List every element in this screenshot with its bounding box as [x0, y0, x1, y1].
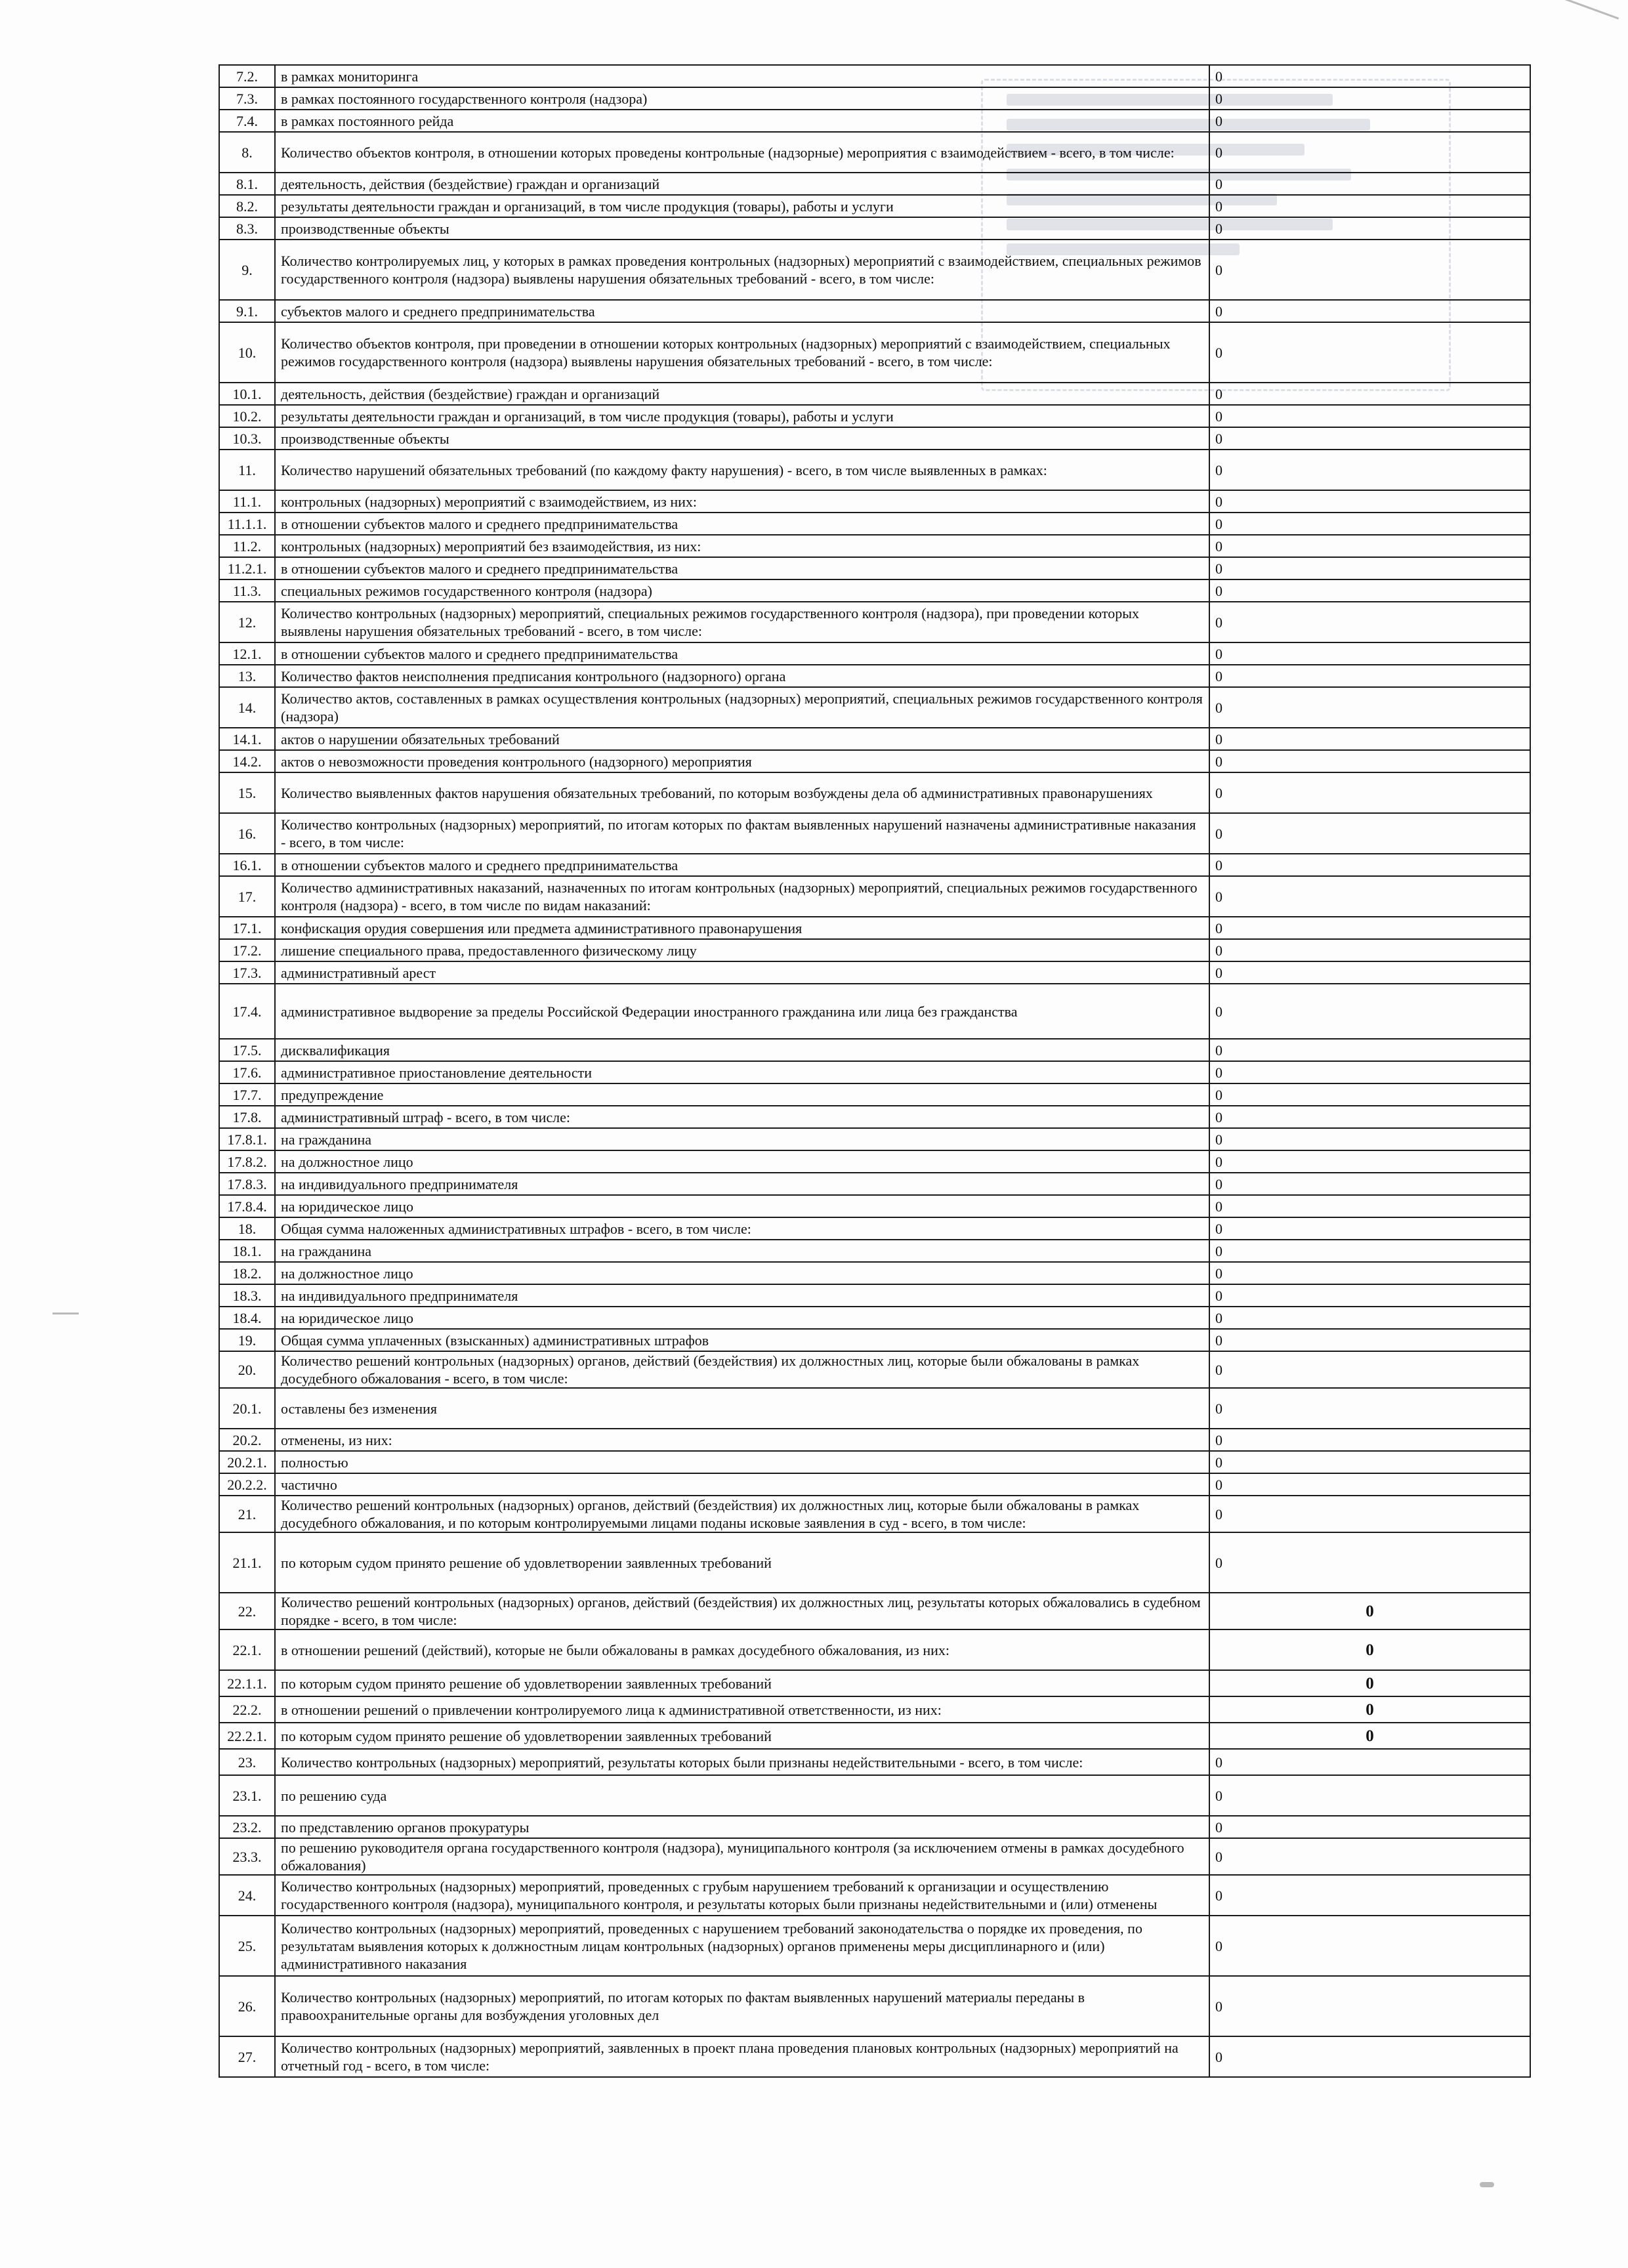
row-value: 0	[1209, 1217, 1530, 1240]
row-label: предупреждение	[275, 1083, 1209, 1106]
table-row	[219, 1351, 1530, 1388]
row-label: Общая сумма наложенных административных штрафов - всего, в том числе:	[275, 1217, 1209, 1240]
row-value: 0	[1209, 217, 1530, 240]
scan-mark-top-right	[1551, 0, 1619, 20]
table-row	[219, 665, 1530, 687]
row-value: 0	[1209, 1875, 1530, 1916]
row-number: 18.1.	[219, 1240, 275, 1262]
row-value: 0	[1209, 1061, 1530, 1083]
row-number: 10.2.	[219, 405, 275, 427]
row-value: 0	[1209, 1329, 1530, 1351]
row-number: 13.	[219, 665, 275, 687]
row-number: 8.	[219, 132, 275, 173]
table-row	[219, 939, 1530, 961]
row-value: 0	[1209, 1351, 1530, 1388]
row-number: 21.	[219, 1496, 275, 1532]
row-value: 0	[1209, 750, 1530, 772]
table-row	[219, 1532, 1530, 1593]
row-value: 0	[1209, 876, 1530, 917]
row-value: 0	[1209, 665, 1530, 687]
row-number: 17.8.3.	[219, 1173, 275, 1195]
row-number: 11.	[219, 450, 275, 490]
row-value: 0	[1209, 535, 1530, 557]
row-number: 17.4.	[219, 984, 275, 1039]
row-value: 0	[1209, 513, 1530, 535]
row-number: 22.2.	[219, 1696, 275, 1723]
row-label: Количество объектов контроля, при проведении в отношении которых контрольных (надзорных) мероприятий с взаимодействием, специальных режимов государственного контроля (надзора) выявлены нарушения обязательных требований - всего, в том числе:	[275, 322, 1209, 383]
table-row	[219, 1816, 1530, 1838]
row-value: 0	[1209, 1284, 1530, 1307]
row-number: 23.3.	[219, 1838, 275, 1875]
table-row	[219, 917, 1530, 939]
table-row	[219, 1083, 1530, 1106]
row-value: 0	[1209, 917, 1530, 939]
row-label: на индивидуального предпринимателя	[275, 1284, 1209, 1307]
row-label: полностью	[275, 1451, 1209, 1473]
row-number: 17.6.	[219, 1061, 275, 1083]
row-number: 11.2.	[219, 535, 275, 557]
table-row	[219, 1429, 1530, 1451]
table-row	[219, 1061, 1530, 1083]
row-value: 0	[1209, 490, 1530, 513]
row-value: 0	[1209, 1083, 1530, 1106]
row-label: по которым судом принято решение об удовлетворении заявленных требований	[275, 1532, 1209, 1593]
row-value: 0	[1209, 1039, 1530, 1061]
table-row	[219, 557, 1530, 579]
row-label: в отношении субъектов малого и среднего предпринимательства	[275, 854, 1209, 876]
row-number: 25.	[219, 1916, 275, 1976]
table-row	[219, 1307, 1530, 1329]
row-label: субъектов малого и среднего предпринимательства	[275, 300, 1209, 322]
table-row	[219, 1473, 1530, 1496]
row-label: административное приостановление деятельности	[275, 1061, 1209, 1083]
table-row	[219, 1195, 1530, 1217]
row-label: по представлению органов прокуратуры	[275, 1816, 1209, 1838]
table-row	[219, 1749, 1530, 1775]
row-label: отменены, из них:	[275, 1429, 1209, 1451]
row-label: актов о нарушении обязательных требований	[275, 728, 1209, 750]
row-number: 17.3.	[219, 961, 275, 984]
row-label: контрольных (надзорных) мероприятий с взаимодействием, из них:	[275, 490, 1209, 513]
row-value: 0	[1209, 1473, 1530, 1496]
row-number: 8.1.	[219, 173, 275, 195]
table-row	[219, 1388, 1530, 1429]
row-number: 20.2.1.	[219, 1451, 275, 1473]
table-row	[219, 854, 1530, 876]
row-label: по которым судом принято решение об удовлетворении заявленных требований	[275, 1670, 1209, 1696]
row-number: 10.3.	[219, 427, 275, 450]
row-number: 8.3.	[219, 217, 275, 240]
row-label: Количество административных наказаний, назначенных по итогам контрольных (надзорных) мероприятий, специальных режимов государственного контроля (надзора) - всего, в том числе по видам наказаний:	[275, 876, 1209, 917]
row-label: результаты деятельности граждан и организаций, в том числе продукция (товары), работы и услуги	[275, 195, 1209, 217]
row-number: 17.1.	[219, 917, 275, 939]
row-label: в отношении решений (действий), которые не были обжалованы в рамках досудебного обжалования, из них:	[275, 1629, 1209, 1670]
row-value: 0	[1209, 602, 1530, 642]
row-value: 0	[1209, 813, 1530, 854]
row-number: 20.2.	[219, 1429, 275, 1451]
row-value: 0	[1209, 687, 1530, 728]
row-label: административный арест	[275, 961, 1209, 984]
table-row	[219, 728, 1530, 750]
row-label: административное выдворение за пределы Российской Федерации иностранного гражданина или лица без гражданства	[275, 984, 1209, 1039]
row-number: 24.	[219, 1875, 275, 1916]
row-value: 0	[1209, 1696, 1530, 1723]
table-row	[219, 300, 1530, 322]
row-number: 10.	[219, 322, 275, 383]
row-label: деятельность, действия (бездействие) граждан и организаций	[275, 383, 1209, 405]
table-row	[219, 2036, 1530, 2077]
row-label: в отношении решений о привлечении контролируемого лица к административной ответственности, из них:	[275, 1696, 1209, 1723]
row-label: дисквалификация	[275, 1039, 1209, 1061]
row-label: Количество контрольных (надзорных) мероприятий, результаты которых были признаны недействительными - всего, в том числе:	[275, 1749, 1209, 1775]
row-label: результаты деятельности граждан и организаций, в том числе продукция (товары), работы и услуги	[275, 405, 1209, 427]
row-value: 0	[1209, 984, 1530, 1039]
table-row	[219, 1875, 1530, 1916]
table-row	[219, 1173, 1530, 1195]
row-label: специальных режимов государственного контроля (надзора)	[275, 579, 1209, 602]
table-row	[219, 1775, 1530, 1816]
row-number: 17.	[219, 876, 275, 917]
row-number: 22.1.	[219, 1629, 275, 1670]
table-row	[219, 813, 1530, 854]
row-value: 0	[1209, 87, 1530, 110]
row-number: 7.4.	[219, 110, 275, 132]
row-number: 17.8.1.	[219, 1128, 275, 1150]
row-label: конфискация орудия совершения или предмета административного правонарушения	[275, 917, 1209, 939]
row-number: 9.	[219, 240, 275, 300]
row-number: 16.1.	[219, 854, 275, 876]
row-number: 20.	[219, 1351, 275, 1388]
row-number: 11.1.	[219, 490, 275, 513]
row-value: 0	[1209, 65, 1530, 87]
table-row	[219, 1150, 1530, 1173]
row-value: 0	[1209, 450, 1530, 490]
row-number: 17.8.	[219, 1106, 275, 1128]
row-number: 23.1.	[219, 1775, 275, 1816]
row-value: 0	[1209, 1173, 1530, 1195]
row-number: 23.	[219, 1749, 275, 1775]
row-number: 17.2.	[219, 939, 275, 961]
table-row	[219, 642, 1530, 665]
table-row	[219, 750, 1530, 772]
table-row	[219, 602, 1530, 642]
table-row	[219, 961, 1530, 984]
table-row	[219, 1496, 1530, 1532]
row-number: 7.3.	[219, 87, 275, 110]
row-value: 0	[1209, 1195, 1530, 1217]
table-row	[219, 427, 1530, 450]
row-label: актов о невозможности проведения контрольного (надзорного) мероприятия	[275, 750, 1209, 772]
row-value: 0	[1209, 195, 1530, 217]
row-label: Количество контрольных (надзорных) мероприятий, проведенных с грубым нарушением требований к организации и осуществлению государственного контроля (надзора), муниципального контроля, и результаты которых были признаны недействительными и (или) отменены	[275, 1875, 1209, 1916]
row-number: 12.	[219, 602, 275, 642]
row-label: Количество контрольных (надзорных) мероприятий, специальных режимов государственного контроля (надзора), при проведении которых выявлены нарушения обязательных требований - всего, в том числе:	[275, 602, 1209, 642]
report-table-body	[219, 65, 1530, 2077]
row-number: 11.1.1.	[219, 513, 275, 535]
row-label: Количество решений контрольных (надзорных) органов, действий (бездействия) их должностных лиц, результаты которых обжаловались в судебном порядке - всего, в том числе:	[275, 1593, 1209, 1629]
row-label: Количество контролируемых лиц, у которых в рамках проведения контрольных (надзорных) мероприятий с взаимодействием, специальных режимов государственного контроля (надзора) выявлены нарушения обязательных требований - всего, в том числе:	[275, 240, 1209, 300]
row-value: 0	[1209, 1128, 1530, 1150]
row-value: 0	[1209, 132, 1530, 173]
row-value: 0	[1209, 300, 1530, 322]
table-row	[219, 687, 1530, 728]
table-row	[219, 65, 1530, 87]
row-label: Количество контрольных (надзорных) мероприятий, по итогам которых по фактам выявленных нарушений назначены административные наказания - всего, в том числе:	[275, 813, 1209, 854]
row-value: 0	[1209, 1775, 1530, 1816]
row-label: по которым судом принято решение об удовлетворении заявленных требований	[275, 1723, 1209, 1749]
row-number: 12.1.	[219, 642, 275, 665]
row-number: 18.3.	[219, 1284, 275, 1307]
row-number: 17.7.	[219, 1083, 275, 1106]
row-label: на должностное лицо	[275, 1150, 1209, 1173]
row-number: 16.	[219, 813, 275, 854]
report-table	[219, 64, 1531, 2078]
row-label: на должностное лицо	[275, 1262, 1209, 1284]
row-label: в отношении субъектов малого и среднего предпринимательства	[275, 642, 1209, 665]
table-row	[219, 110, 1530, 132]
scan-mark-bottom-right	[1480, 2182, 1494, 2187]
row-number: 18.	[219, 1217, 275, 1240]
table-row	[219, 772, 1530, 813]
table-row	[219, 1240, 1530, 1262]
row-number: 26.	[219, 1976, 275, 2036]
row-label: в рамках постоянного государственного контроля (надзора)	[275, 87, 1209, 110]
row-label: в отношении субъектов малого и среднего предпринимательства	[275, 513, 1209, 535]
row-label: оставлены без изменения	[275, 1388, 1209, 1429]
row-number: 14.2.	[219, 750, 275, 772]
row-value: 0	[1209, 1593, 1530, 1629]
row-label: на индивидуального предпринимателя	[275, 1173, 1209, 1195]
row-value: 0	[1209, 1262, 1530, 1284]
row-label: на гражданина	[275, 1128, 1209, 1150]
table-row	[219, 173, 1530, 195]
row-value: 0	[1209, 322, 1530, 383]
row-value: 0	[1209, 1429, 1530, 1451]
table-row	[219, 405, 1530, 427]
table-row	[219, 1217, 1530, 1240]
row-label: по решению руководителя органа государственного контроля (надзора), муниципального контроля (за исключением отмены в рамках досудебного обжалования)	[275, 1838, 1209, 1875]
table-row	[219, 876, 1530, 917]
row-label: административный штраф - всего, в том числе:	[275, 1106, 1209, 1128]
table-row	[219, 1128, 1530, 1150]
row-number: 14.	[219, 687, 275, 728]
row-number: 17.5.	[219, 1039, 275, 1061]
table-row	[219, 322, 1530, 383]
row-value: 0	[1209, 1532, 1530, 1593]
table-row	[219, 1329, 1530, 1351]
row-label: Общая сумма уплаченных (взысканных) административных штрафов	[275, 1329, 1209, 1351]
row-label: на гражданина	[275, 1240, 1209, 1262]
table-row	[219, 984, 1530, 1039]
row-number: 17.8.2.	[219, 1150, 275, 1173]
row-value: 0	[1209, 939, 1530, 961]
row-label: в рамках мониторинга	[275, 65, 1209, 87]
row-value: 0	[1209, 961, 1530, 984]
row-number: 22.1.1.	[219, 1670, 275, 1696]
row-value: 0	[1209, 2036, 1530, 2077]
table-row	[219, 1976, 1530, 2036]
row-label: лишение специального права, предоставленного физическому лицу	[275, 939, 1209, 961]
table-row	[219, 240, 1530, 300]
table-row	[219, 1593, 1530, 1629]
row-value: 0	[1209, 1723, 1530, 1749]
row-number: 10.1.	[219, 383, 275, 405]
row-value: 0	[1209, 383, 1530, 405]
table-row	[219, 87, 1530, 110]
row-label: производственные объекты	[275, 217, 1209, 240]
row-label: Количество контрольных (надзорных) мероприятий, проведенных с нарушением требований законодательства о порядке их проведения, по результатам выявления которых к должностным лицам контрольных (надзорных) органов применены меры дисциплинарного и (или) административного наказания	[275, 1916, 1209, 1976]
table-row	[219, 1039, 1530, 1061]
table-row	[219, 579, 1530, 602]
row-label: в рамках постоянного рейда	[275, 110, 1209, 132]
row-number: 8.2.	[219, 195, 275, 217]
row-label: Количество выявленных фактов нарушения обязательных требований, по которым возбуждены дела об административных правонарушениях	[275, 772, 1209, 813]
row-label: Количество решений контрольных (надзорных) органов, действий (бездействия) их должностных лиц, которые были обжалованы в рамках досудебного обжалования - всего, в том числе:	[275, 1351, 1209, 1388]
row-value: 0	[1209, 1388, 1530, 1429]
row-number: 19.	[219, 1329, 275, 1351]
row-value: 0	[1209, 579, 1530, 602]
row-number: 15.	[219, 772, 275, 813]
row-value: 0	[1209, 173, 1530, 195]
row-value: 0	[1209, 1916, 1530, 1976]
row-number: 23.2.	[219, 1816, 275, 1838]
row-value: 0	[1209, 1106, 1530, 1128]
table-row	[219, 1629, 1530, 1670]
row-number: 27.	[219, 2036, 275, 2077]
row-number: 11.3.	[219, 579, 275, 602]
scan-mark-left	[52, 1312, 79, 1314]
row-value: 0	[1209, 110, 1530, 132]
table-row	[219, 217, 1530, 240]
row-value: 0	[1209, 557, 1530, 579]
row-value: 0	[1209, 1629, 1530, 1670]
row-label: частично	[275, 1473, 1209, 1496]
row-value: 0	[1209, 240, 1530, 300]
row-number: 7.2.	[219, 65, 275, 87]
table-row	[219, 1262, 1530, 1284]
table-row	[219, 132, 1530, 173]
row-value: 0	[1209, 1816, 1530, 1838]
table-row	[219, 1838, 1530, 1875]
row-label: Количество объектов контроля, в отношении которых проведены контрольные (надзорные) мероприятия с взаимодействием - всего, в том числе:	[275, 132, 1209, 173]
row-label: на юридическое лицо	[275, 1307, 1209, 1329]
row-value: 0	[1209, 1307, 1530, 1329]
table-row	[219, 1106, 1530, 1128]
row-number: 21.1.	[219, 1532, 275, 1593]
row-label: Количество контрольных (надзорных) мероприятий, заявленных в проект плана проведения плановых контрольных (надзорных) мероприятий на отчетный год - всего, в том числе:	[275, 2036, 1209, 2077]
row-value: 0	[1209, 405, 1530, 427]
row-label: Количество контрольных (надзорных) мероприятий, по итогам которых по фактам выявленных нарушений материалы переданы в правоохранительные органы для возбуждения уголовных дел	[275, 1976, 1209, 2036]
row-value: 0	[1209, 427, 1530, 450]
row-value: 0	[1209, 1150, 1530, 1173]
row-label: Количество фактов неисполнения предписания контрольного (надзорного) органа	[275, 665, 1209, 687]
row-label: производственные объекты	[275, 427, 1209, 450]
table-row	[219, 1696, 1530, 1723]
table-row	[219, 490, 1530, 513]
table-row	[219, 383, 1530, 405]
row-label: контрольных (надзорных) мероприятий без взаимодействия, из них:	[275, 535, 1209, 557]
row-number: 18.4.	[219, 1307, 275, 1329]
row-label: на юридическое лицо	[275, 1195, 1209, 1217]
row-label: Количество нарушений обязательных требований (по каждому факту нарушения) - всего, в том числе выявленных в рамках:	[275, 450, 1209, 490]
row-number: 17.8.4.	[219, 1195, 275, 1217]
row-value: 0	[1209, 642, 1530, 665]
row-number: 22.	[219, 1593, 275, 1629]
row-label: Количество актов, составленных в рамках осуществления контрольных (надзорных) мероприятий, специальных режимов государственного контроля (надзора)	[275, 687, 1209, 728]
table-row	[219, 450, 1530, 490]
row-value: 0	[1209, 1496, 1530, 1532]
table-row	[219, 1916, 1530, 1976]
table-row	[219, 513, 1530, 535]
row-number: 22.2.1.	[219, 1723, 275, 1749]
row-value: 0	[1209, 1976, 1530, 2036]
row-value: 0	[1209, 1240, 1530, 1262]
table-row	[219, 1723, 1530, 1749]
row-label: по решению суда	[275, 1775, 1209, 1816]
row-number: 9.1.	[219, 300, 275, 322]
row-label: Количество решений контрольных (надзорных) органов, действий (бездействия) их должностных лиц, которые были обжалованы в рамках досудебного обжалования, и по которым контролируемыми лицами поданы исковые заявления в суд - всего, в том числе:	[275, 1496, 1209, 1532]
row-number: 18.2.	[219, 1262, 275, 1284]
table-row	[219, 1670, 1530, 1696]
row-value: 0	[1209, 1451, 1530, 1473]
row-value: 0	[1209, 854, 1530, 876]
row-value: 0	[1209, 1838, 1530, 1875]
row-number: 11.2.1.	[219, 557, 275, 579]
table-row	[219, 1451, 1530, 1473]
table-row	[219, 535, 1530, 557]
row-value: 0	[1209, 1670, 1530, 1696]
row-value: 0	[1209, 772, 1530, 813]
row-value: 0	[1209, 728, 1530, 750]
row-number: 20.1.	[219, 1388, 275, 1429]
table-row	[219, 195, 1530, 217]
row-number: 14.1.	[219, 728, 275, 750]
row-label: в отношении субъектов малого и среднего предпринимательства	[275, 557, 1209, 579]
row-label: деятельность, действия (бездействие) граждан и организаций	[275, 173, 1209, 195]
table-row	[219, 1284, 1530, 1307]
row-value: 0	[1209, 1749, 1530, 1775]
row-number: 20.2.2.	[219, 1473, 275, 1496]
